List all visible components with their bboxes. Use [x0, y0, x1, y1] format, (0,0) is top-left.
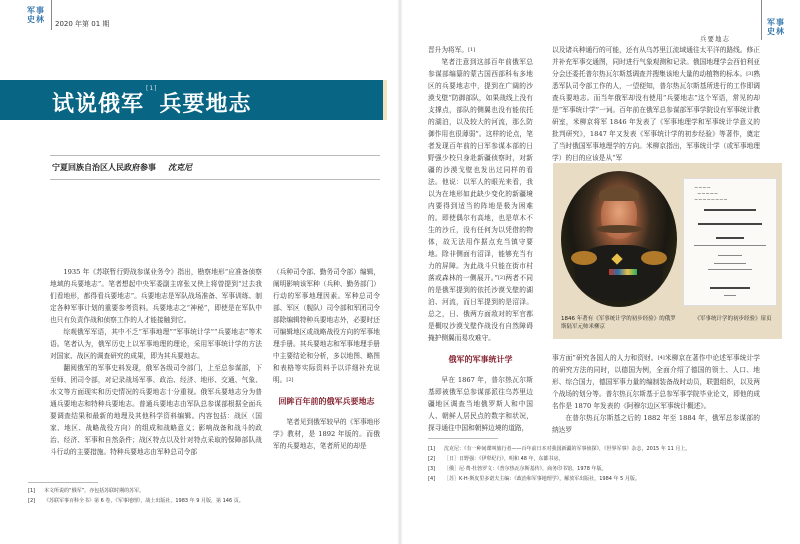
paragraph: 笔者见到俄军较早的《军事地形学》教材，是 1892 年版的。而俄军的兵要地志，笔者所见的却是	[273, 418, 381, 450]
paragraph	[552, 352, 760, 412]
book-text-line	[724, 295, 736, 296]
footnotes-left	[28, 486, 244, 506]
title-part1: 试说俄军	[52, 92, 145, 117]
book-text-line	[698, 223, 762, 225]
footnote-ref[interactable]: [3]	[746, 71, 754, 77]
portrait-mustache	[595, 225, 643, 233]
left-column-1	[50, 266, 262, 458]
subheading: 俄军的军事统计学	[448, 355, 513, 364]
right-column-1	[428, 44, 533, 434]
paragraph-text: 米柳京在著作中论述军事统计学的研究方法的同时，以德国为例，全面介绍了德国的领土、人口、地形、综合国力，德国军事力量的编制装备战时动员，联盟组织，以及两个战场的划分等。普尔热瓦尔斯基于总参军事学院毕业论文，即他的成名作是 1870 年发表的《阿穆尔边区军事统计概述》。	[552, 354, 760, 410]
section-name: 兵要地志	[700, 35, 730, 43]
footnotes-right	[428, 444, 690, 484]
author-affiliation: 宁夏回族自治区人民政府参事	[52, 163, 156, 172]
paragraph-text: 笔者注意到这部百年前俄军总参谋部编纂的蒙古国西部科布多地区的兵要地志中，提到在广阔的沙漠戈壁“防御部队，如果战线上没有支撑点，部队的侧翼也没有能依托的湖泊，以及较大的河流，那么防御作用也很薄弱”。这样的论点，笔者发现百年前的日军参谋本部的日野强少校只身赴新疆侦察时，对新疆的沙漠戈壁也发出过同样的看法。他说：以军人的眼光来看，我以为在地形如此缺少变化的新疆境内要得到适当的阵地是极为困难的。即使偶尔有高地，也是草木不生的沙丘，没有任何为以凭借的物体，故无法用作据点充当镇守要地。除非侧面有沼泽，能够充当有力的屏障。为此战斗只能在街市村落或森林的一侧展开。”	[428, 58, 533, 282]
paragraph: 在普尔热瓦尔斯基之后的 1882 年至 1884 年，俄军总参谋部的纳达罗	[552, 414, 760, 434]
figure-caption-right: 《军事统计学的初步经验》扉页	[694, 316, 772, 322]
paragraph	[428, 44, 533, 56]
footnote-ref[interactable]: [1]	[468, 47, 476, 53]
paragraph	[428, 56, 533, 344]
footnote-text: 本文所说的“俄军”，亦包括苏联时期的苏军。	[44, 488, 145, 494]
article-title	[52, 87, 252, 118]
book-title-page-image	[683, 178, 777, 306]
byline	[52, 162, 192, 173]
footnote	[428, 444, 690, 454]
paragraph-text: 熟悉军队司令部工作的人，一望便知，普尔热瓦尔斯基所进行的工作即调查兵要地志。而当年俄军却没有使用“兵要地志”这个军语，常见的却是“军事统计学”一词。百年前在俄军总参谋部军事学院设有军事统计教研室，米柳京将军 1846 年发表了《军事地理学和军事统计学意义的批判研究》，1847 年又发表《军事统计学的初步经验》等著作，奠定了当时俄国军事地理学的方向。米柳京指出，军事统计学（或军事地理学）的目的应该是从“军	[552, 70, 761, 162]
footnote-ref[interactable]: [2]	[286, 377, 294, 383]
footnote-number: [4]	[428, 476, 436, 482]
right-column-2	[552, 44, 760, 164]
book-text-line	[708, 269, 752, 270]
footnote-ref[interactable]: [2]	[497, 275, 506, 281]
author-name: 沈克尼	[168, 162, 192, 172]
figure	[553, 163, 782, 339]
subheading: 回眸百年前的俄军兵要地志	[278, 397, 375, 406]
footnote-text: 沈克尼：《有一种间谍叫旅行者——百年前日本对我国新疆的军事侦探》，《世界军事》杂志，2015 年 11 月上。	[444, 446, 691, 452]
journal-logo: 军事史林	[27, 5, 45, 24]
paragraph-text: （兵种司令部、勤务司令部）编辑，阐明影响该军种（兵种、勤务部门）行动的军事地理因素。军种总司令部、军区（舰队）司令部和军团司令部除编辑特种兵要地志外，必要时还可编辑地区或战略战役方向的军事地理手册。其兵要地志和军事地理手册中主要结论和分析，多以地图、略图和表格等实际资料予以详细补充说明。	[273, 268, 380, 384]
issue-number: 2020 年第 01 期	[55, 20, 110, 28]
footnote-text: ［苏］K·H·斯皮里多诺夫主编：《政治和军事地理学》，解放军出版社，1984 年 5 月版。	[444, 476, 640, 482]
footnote-number: [1]	[28, 488, 36, 494]
book-text-line	[704, 209, 756, 211]
footnote-text: ［日］日野强：《伊犁纪行》，明和 48 年，东都书房。	[444, 456, 564, 462]
footnote-ref[interactable]: [4]	[657, 355, 665, 361]
portrait-ribbons	[609, 269, 637, 275]
footnote-rule	[28, 482, 98, 483]
footnote	[28, 496, 244, 506]
book-text-line	[694, 245, 766, 246]
paragraph-text: 事方面”研究各国人的人力和资财。	[552, 354, 658, 362]
footnote	[428, 474, 690, 484]
footnote-number: [2]	[428, 456, 436, 462]
handwritten-inscription: ~~~~ ~~~~~ ~~~~~~~~	[694, 185, 728, 203]
byline-rule-bottom	[50, 179, 380, 180]
book-text-line	[714, 263, 746, 264]
left-column-2	[273, 266, 380, 452]
book-text-line	[718, 255, 742, 256]
paragraph: 翻阅俄军的军事史料发现，俄军各级司令部门，上至总参谋部，下至师、团司令部，对记录战场军事、政治、经济、地形、交通、气象、水文等方面现实和历史情况的兵要地志十分重视。俄军兵要地志分为普通兵要地志和特种兵要地志。普通兵要地志由军队总参谋部根据全面兵要调查结果和最新的地理及其他科学资料编辑。内容包括：战区（国家、地区、战略战役方向）的组成和战略意义；影响战备和战斗的政治、经济、军事和自然条件；战区特点以及针对特点采取的保障部队战斗行动的主要措施。特种兵要地志由军种总司令部	[50, 364, 262, 456]
title-band-edge	[383, 80, 387, 120]
header-divider-right	[761, 0, 762, 40]
paragraph-text: 以及诸兵种通行的可能，还有从乌苏里江流域通往太平洋的路线。修正并补充军事交通图，同时进行气象观测和记录。俄国地理学会西伯利亚分会还委托普尔热瓦尔斯基调查并搜集该地大量的动植物的标本。	[552, 46, 760, 78]
paragraph-text: 两者不同的是俄军提到的依托沙漠戈壁的湖泊、河流，而日军提到的是沼泽。总之，日、俄两方面敌对的军官都是概叹沙漠戈壁作战没有自然障碍掩护侧翼而易攻难守。	[428, 274, 533, 342]
footnote	[428, 464, 690, 474]
paragraph: 综观俄军军语，其中不乏“军事地理”“军事统计学”“兵要地志”等术语。笔者认为，俄军历史上以军事地理的理论，采用军事统计学的方法对国家、战区的调查研究的成果，即为其兵要地志。	[50, 328, 262, 360]
footnote-number: [2]	[28, 498, 36, 504]
title-part2: 兵要地志	[159, 92, 252, 117]
paragraph	[273, 266, 380, 386]
byline-rule-top	[50, 155, 380, 156]
paragraph-text: 晋升为将军。	[428, 46, 469, 54]
footnote-text: ［俄］尼·费·杜勃罗文：《普尔热瓦尔斯基传》，商务印书馆，1978 年版。	[444, 466, 607, 472]
portrait-epaulette	[641, 251, 667, 265]
journal-logo-right: 军事史林	[767, 17, 785, 36]
book-text-line	[716, 237, 744, 239]
paragraph: 1935 年《苏联暂行野战参谋业务令》指出，勘察地形“应准备侦察地域的兵要地志”。笔者想起中央军委副主席张又侠上将曾提到“过去我们看地形，都得看兵要地志”。兵要地志是军队战场准备、军事训练、制定各种军事计划的重要参考资料。兵要地志之“神秘”，即使是在军队中也只有负责作战和侦察工作的人才能接触到它。	[50, 268, 262, 324]
header-divider	[51, 0, 52, 30]
book-text-line	[710, 287, 750, 289]
footnote-rule-right	[428, 438, 498, 439]
title-footnote-ref[interactable]: [1]	[146, 85, 158, 92]
figure-caption-left: 1846 年著有《军事统计学的初步经验》的俄罗斯陆军元帅米柳京	[561, 316, 676, 330]
right-column-2-continued	[552, 352, 760, 436]
footnote-number: [3]	[428, 466, 436, 472]
paragraph	[552, 44, 760, 164]
paragraph: 早在 1867 年，普尔热瓦尔斯基即被俄军总参谋部派往乌苏里边疆地区调查当地俄罗斯人和中国人、朝鲜人居民点的数字和状况，探寻通往中国和朝鲜边境的道路，	[428, 376, 533, 432]
portrait-epaulette	[571, 251, 597, 265]
footnote-text: 《苏联军事百科全书》第 6 卷，《军事地理》，战士出版社，1983 年 9 月版，第 146 页。	[44, 498, 244, 504]
footnote	[28, 486, 244, 496]
portrait-hair	[599, 187, 639, 201]
footnote	[428, 454, 690, 464]
portrait-image	[561, 171, 677, 307]
footnote-number: [1]	[428, 446, 436, 452]
